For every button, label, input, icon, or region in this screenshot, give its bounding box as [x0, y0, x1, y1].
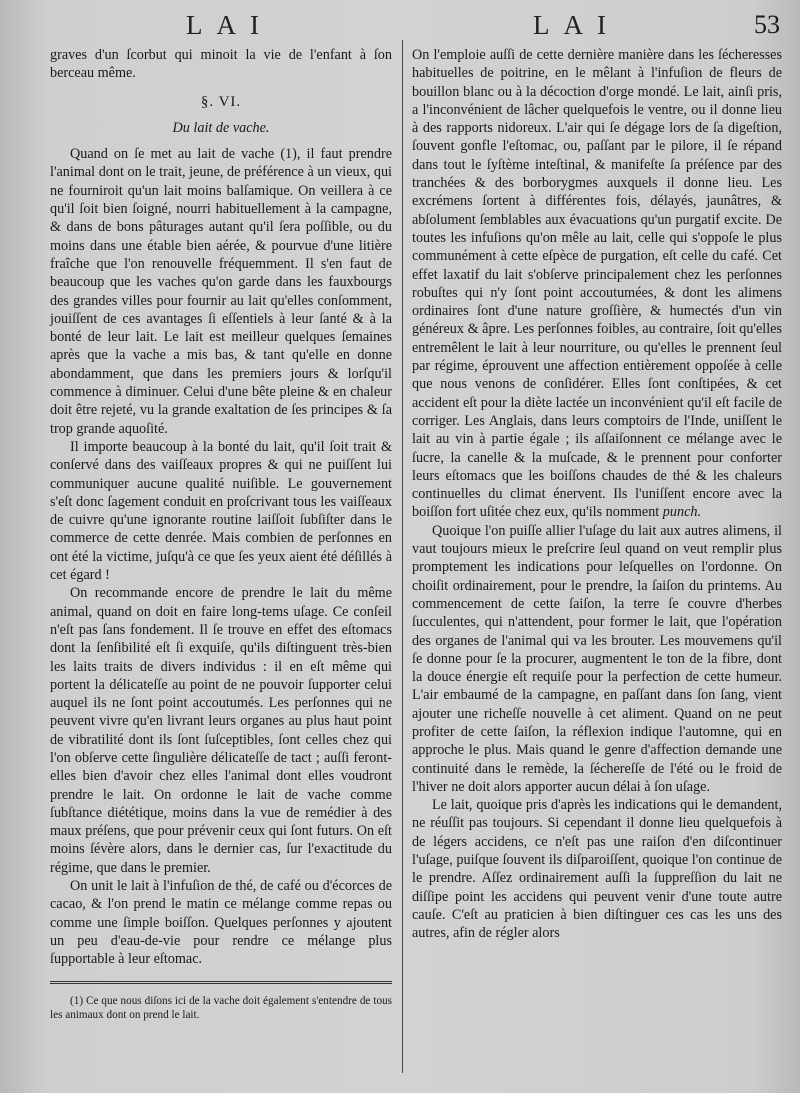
paragraph: On recommande encore de prendre le lait du même animal, quand on doit en faire long-tems uſage. Ce conſeil n'eſt pas ſans fondement. Il ſe trouve en effet des eſtomacs dont la ſenſibilité eſt ſi exquiſe, qu'ils diſtinguent très-bien les laits traits de divers individus : il en eſt même qui portent la délicateſſe au point de ne pouvoir ſupporter celui auquel ils ne ſont point accoutumés. Les perſonnes qui ne peuvent vivre qu'en livrant leurs organes au plus haut point de vibratilité dont ils ſont ſuſceptibles, ſont celles chez qui l'on obſerve cette ſingulière délicateſſe de tact ; auſſi feront-elles bien d'avoir chez elles l'animal dont elles voudront prendre le lait. On ordonne le lait de vache comme ſubſtance diététique, moins dans la vue de remédier à des maux préſens, que pour prévenir ceux qui ſont futurs. On eſt moins ſévère alors, dans le dernier cas, ſur l'exactitude du régime, que dans le premier.: [50, 585, 392, 876]
paragraph-continuation: [412, 46, 782, 522]
paragraph-text: On l'emploie auſſi de cette dernière manière dans les ſécheresses habituelles de poitrine, en le mêlant à l'infuſion de fleurs de bouillon blanc ou à la décoction d'orge mondé. Le lait, ainſi pris, a l'inconvénient de lâcher quelquefois le ventre, ou il donne lieu à des rapports nidoreux. L'air qui ſe dégage lors de ſa digeſtion, ſouvent gonfle l'eſtomac, ou, paſſant par le pilore, il ſe répand dans tout le ſyſtème inteſtinal, & manifeſte ſa préſence par des tranchées & des borborygmes auxquels il donne lieu. Les excrémens ſortent à différentes fois, délayés, jaunâtres, & abſolument ſemblables aux évacuations qu'un purgatif excite. De toutes les infuſions qu'on mêle au lait, celle qui s'oppoſe le plus communément à cette eſpèce de purgation, eſt celle du café. Cet effet laxatif du lait s'obſerve principalement chez les perſonnes robuſtes qui n'y ſont point accoutumées, & dont les alimens ordinaires ſont d'une nature groſſière, & humectés d'un vin généreux & âpre. Les perſonnes foibles, au contraire, ſoit qu'elles entremêlent le lait à leur nourriture, ou qu'elles le prennent ſeul par régime, éprouvent une affection entièrement oppoſée à celle que nous venons de conſidérer. Elles ſont conſtipées, & cet accident eſt pour la diète lactée un inconvénient qu'il eſt facile de corriger. Les Anglais, dans leurs comptoirs de l'Inde, uniſſent le lait au vin à partie égale ; ils aſſaiſonnent ce mélange avec le ſucre, la canelle & la muſcade, & le prennent pour conforter leurs eſtomacs que les boiſſons chaudes de thé & les chaleurs continuelles du climat énervent. Ils l'uniſſent encore avec la boiſſon fort uſitée chez eux, qu'ils nomment: [412, 47, 782, 521]
paragraph: Il importe beaucoup à la bonté du lait, qu'il ſoit trait & conſervé dans des vaiſſeaux propres & qui ne puiſſent lui communiquer aucune qualité nuiſible. Le gouvernement s'eſt donc ſagement conduit en proſcrivant tous les vaiſſeaux de cuivre qu'une ignorante routine laiſſoit ſubſiſter dans le commerce de cette denrée. Mais combien de perſonnes en ont été la victime, juſqu'à ce que ſes yeux aient été déſillés à cet égard !: [50, 438, 392, 584]
paragraph-continuation: graves d'un ſcorbut qui minoit la vie de l'enfant à ſon berceau même.: [50, 47, 392, 82]
footnote: (1) Ce que nous diſons ici de la vache doit également s'entendre de tous les animaux dont on prend le lait.: [50, 994, 392, 1021]
page-number: 53: [754, 10, 780, 39]
column-divider: [402, 40, 403, 1073]
paragraph: Quoique l'on puiſſe allier l'uſage du lait aux autres alimens, il vaut toujours mieux le preſcrire ſeul quand on veut remplir plus promptement les indications pour leſquelles on l'ordonne. On choiſit ordinairement, pour le prendre, la ſaiſon du printems. Au commencement de cette ſaiſon, la terre ſe couvre d'herbes ſucculentes, qui n'attendent, pour former le lait, que l'opération des organes de l'animal qui va les brouter. Les mouvemens qu'il ſe donne pour ſe la procurer, augmentent le ton de la fibre, dont la douce énergie eſt requiſe pour la perfection de cette humeur. L'air embaumé de la campagne, en paſſant dans ſon ſang, vient ajouter une richeſſe nouvelle à cet aliment. Quand on ne peut profiter de cette ſaiſon, la réflexion indique l'automne, qui en approche le plus. Mais quand le genre d'affection demande une continuité dans le remède, la ſéchereſſe de l'été ou le froid de l'hiver ne doit alors apporter aucun délai à ſon uſage.: [412, 522, 782, 795]
paragraph: Quand on ſe met au lait de vache (1), il faut prendre l'animal dont on le trait, jeune, de préférence à un vieux, qui ne fourniroit qu'un lait moins balſamique. On veillera à ce qu'il ſoit bien ſoigné, nourri habituellement à la campagne, & dans de bons pâturages autant qu'il ſera poſſible, ou du moins dans une étable bien aérée, & pourvue d'une litière fraîche que l'on renouvelle fréquemment. Il s'en faut de beaucoup que les vaches qu'on garde dans les fauxbourgs des grandes villes pour fournir au lait qu'elles conſomment, jouiſſent de ces avantages ſi eſſentiels à leur ſanté & à la bonté de leur lait. Le lait est meilleur quelques ſemaines après que la vache a mis bas, & tant qu'elle en donne abondamment, que dans les premiers jours & lorſqu'il commence à diminuer. Celui d'une bête pleine & en chaleur doit être rejeté, vu la grande exaltation de ſes principes & ſa trop grande aquoſité.: [50, 146, 392, 437]
running-head-left: LAI: [186, 10, 273, 40]
paragraph: Le lait, quoique pris d'après les indications qui le demandent, ne réuſſit pas toujours. Si cependant il donne lieu quelquefois à de légers accidens, ce n'eſt pas une raiſon d'en diſcontinuer l'uſage, puiſque ſouvent ils diſparoiſſent, quoique l'on continue de le prendre. Aſſez ordinairement auſſi la ſuppreſſion du lait ne diſſipe point les accidens qui peuvent venir d'une toute autre cauſe. C'eſt au praticien à bien diſtinguer ces cas les uns des autres, afin de régler alors: [412, 797, 782, 942]
section-subtitle: Du lait de vache.: [172, 119, 270, 136]
left-column: [50, 46, 392, 1022]
running-head-right: LAI: [533, 10, 620, 40]
right-column: [412, 46, 782, 943]
italic-term: punch.: [662, 504, 702, 521]
section-heading: §. VI.: [200, 93, 242, 110]
paragraph: On unit le lait à l'infuſion de thé, de café ou d'écorces de cacao, & l'on prend le matin ce mélange comme repas ou comme une ſimple boiſſon. Quelques perſonnes y ajoutent un peu d'eau-de-vie pour rendre ce mélange plus ſupportable à leur eſtomac.: [50, 878, 392, 968]
footnote-rule: [50, 981, 392, 984]
